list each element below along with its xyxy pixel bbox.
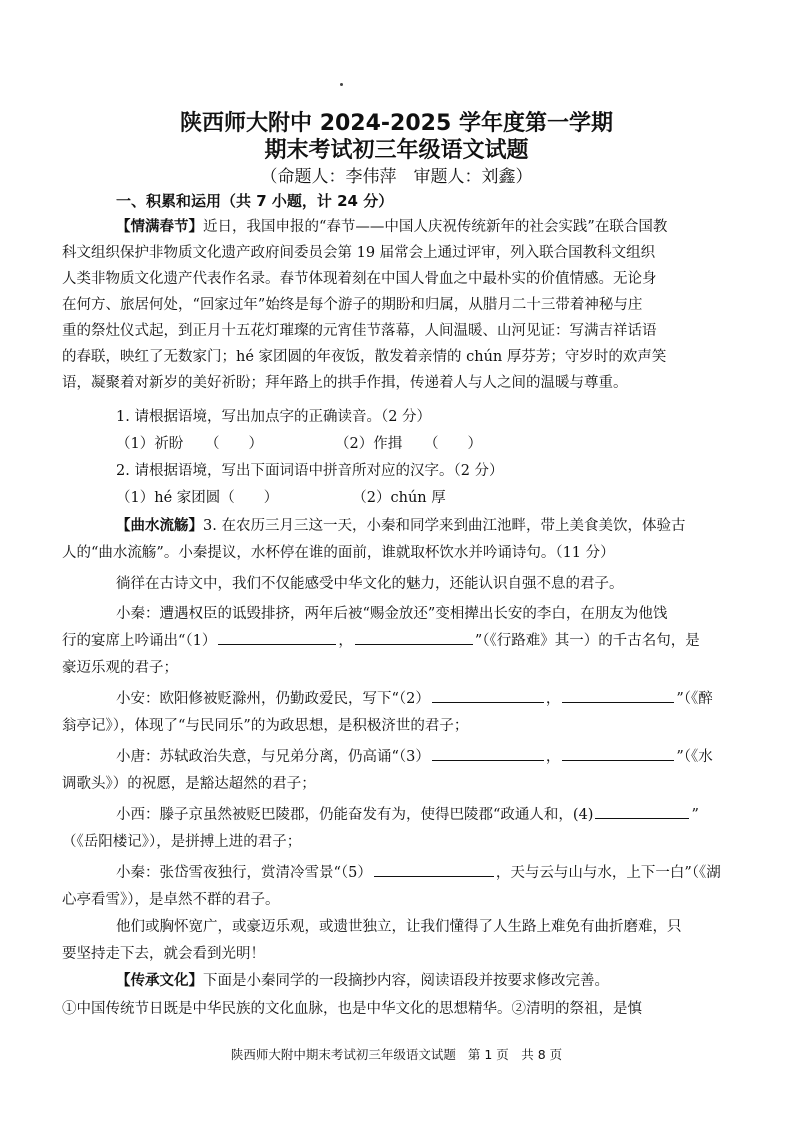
scan-speck	[340, 83, 343, 86]
passage-line: 重的祭灶仪式起，到正月十五花灯璀璨的元宵佳节落幕，人间温暖、山河见证：写满吉祥话语	[62, 323, 657, 339]
passage-line: 在何方、旅居何处，“回家过年”始终是每个游子的期盼和归属，从腊月二十三带着神秘与庄	[62, 297, 643, 313]
answer-line: （《岳阳楼记》），是拼搏上进的君子；	[62, 834, 302, 850]
answer-blank[interactable]	[562, 744, 674, 761]
closing-line: 他们或胸怀宽广，或豪迈乐观，或遗世独立，让我们懂得了人生路上难免有曲折磨难，只	[116, 919, 682, 935]
culture-line: ①中国传统节日既是中华民族的文化血脉，也是中华文化的思想精华。②清明的祭祖，是慎	[62, 1001, 642, 1017]
footer-title: 陕西师大附中期末考试初三年级语文试题	[230, 1047, 456, 1062]
answer-line: 小安：欧阳修被贬滁州，仍勤政爱民，写下“（2） ， ”（《醉	[116, 686, 734, 712]
answer-blank[interactable]	[432, 744, 544, 761]
culture-intro: 【传承文化】下面是小秦同学的一段摘抄内容，阅读语段并按要求修改完善。	[116, 973, 609, 989]
question-2-stem: 2. 请根据语境，写出下面词语中拼音所对应的汉字。（2 分）	[116, 463, 504, 479]
exam-title: 陕西师大附中 2024-2025 学年度第一学期	[180, 111, 613, 136]
passage-line: 【情满春节】近日，我国申报的“春节——中国人庆祝传统新年的社会实践”在联合国教	[116, 219, 668, 235]
question-2-options	[116, 485, 734, 511]
question-3-intro: 人的“曲水流觞”。小秦提议，水杯停在谁的面前，谁就取杯饮水并吟诵诗句。（11 分）	[62, 545, 615, 561]
answer-blank[interactable]	[355, 628, 473, 645]
question-1-b: （2）作揖 （ ）	[334, 436, 482, 452]
answer-line: 翁亭记》），体现了“与民同乐”的为政思想，是积极济世的君子；	[62, 718, 469, 734]
answer-blank[interactable]	[374, 860, 494, 877]
answer-blank[interactable]	[218, 628, 336, 645]
page-footer	[0, 1045, 793, 1063]
section-heading: 一、积累和运用（共 7 小题，计 24 分）	[116, 192, 394, 210]
answer-line: 行的宴席上吟诵出“（1） ， ”（《行路难》其一）的千古名句，是	[62, 628, 734, 654]
answer-line: 小西：滕子京虽然被贬巴陵郡，仍能奋发有为，使得巴陵郡“政通人和，(4) ”	[116, 802, 734, 828]
answer-blank[interactable]	[595, 802, 689, 819]
page-number: 第 1 页 共 8 页	[467, 1047, 563, 1062]
answer-line: 小唐：苏轼政治失意，与兄弟分离，仍高诵“（3） ， ”（《水	[116, 744, 734, 770]
answer-line: 豪迈乐观的君子；	[62, 660, 178, 676]
question-3-intro: 【曲水流觞】3. 在农历三月三这一天，小秦和同学来到曲江池畔，带上美食美饮，体验古	[116, 518, 686, 534]
answer-line: 心亭看雪》），是卓然不群的君子。	[62, 892, 280, 908]
exam-subtitle: 期末考试初三年级语文试题	[264, 138, 529, 163]
answer-blank[interactable]	[562, 686, 674, 703]
passage-tag: 【情满春节】	[116, 219, 203, 235]
question-1-a: （1）祈盼 （ ）	[116, 436, 263, 452]
answer-line: 调歌头》）的祝愿，是豁达超然的君子；	[62, 776, 316, 792]
passage-line: 科文组织保护非物质文化遗产政府间委员会第 19 届常会上通过评审，列入联合国教科文组织	[62, 245, 656, 261]
answer-blank[interactable]	[432, 686, 544, 703]
question-1-stem: 1. 请根据语境，写出加点字的正确读音。（2 分）	[116, 409, 432, 425]
passage-line: 语，凝聚着对新岁的美好祈盼；拜年路上的拱手作揖，传递着人与人之间的温暖与尊重。	[62, 375, 628, 391]
passage-line: 的春联，映红了无数家门；hé 家团圆的年夜饭，散发着亲情的 chún 厚芬芳；守岁时的欢声笑	[62, 349, 667, 365]
closing-line: 要坚持走下去，就会看到光明！	[62, 946, 265, 962]
question-2-b: （2）chún 厚	[352, 490, 446, 506]
question-1-options	[116, 431, 734, 457]
answer-line: 小秦：遭遇权臣的诋毁排挤，两年后被“赐金放还”变相撵出长安的李白，在朋友为他饯	[116, 606, 668, 622]
question-2-a: （1）hé 家团圆（ ）	[116, 490, 279, 506]
culture-tag: 【传承文化】	[116, 973, 203, 989]
question-3-tag: 【曲水流觞】	[116, 518, 203, 534]
passage-line: 人类非物质文化遗产代表作名录。春节体现着刻在中国人骨血之中最朴实的价值情感。无论身	[62, 271, 657, 287]
answer-line: 小秦：张岱雪夜独行，赏清冷雪景“（5） ，天与云与山与水，上下一白”（《湖	[116, 860, 734, 886]
exam-authors: （命题人：李伟萍 审题人：刘鑫）	[260, 167, 533, 187]
question-3-lead: 徜徉在古诗文中，我们不仅能感受中华文化的魅力，还能认识自强不息的君子。	[116, 576, 624, 592]
